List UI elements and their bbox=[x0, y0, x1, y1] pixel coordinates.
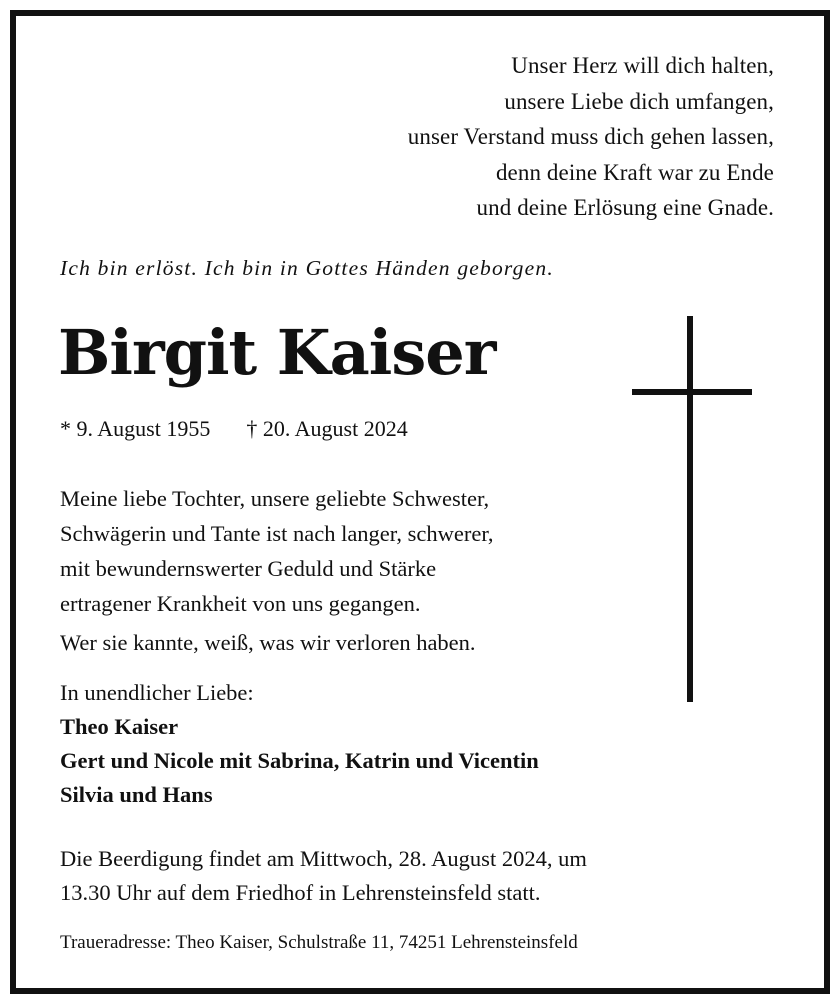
mourners bbox=[60, 676, 539, 812]
motto: Ich bin erlöst. Ich bin in Gottes Händen geborgen. bbox=[60, 256, 554, 280]
funeral-info bbox=[60, 842, 587, 910]
announcement-closing: Wer sie kannte, weiß, was wir verloren haben. bbox=[60, 630, 476, 655]
announcement-line: Schwägerin und Tante ist nach langer, schwerer, bbox=[60, 521, 494, 546]
announcement-line: Meine liebe Tochter, unsere geliebte Schwester, bbox=[60, 486, 490, 511]
funeral-line: 13.30 Uhr auf dem Friedhof in Lehrensteinsfeld statt. bbox=[60, 880, 541, 905]
birth-date: * 9. August 1955 bbox=[60, 416, 211, 441]
life-dates bbox=[60, 416, 408, 442]
announcement bbox=[60, 481, 494, 660]
poem bbox=[408, 48, 774, 226]
cross-icon bbox=[632, 316, 752, 702]
deceased-name: Birgit Kaiser bbox=[58, 316, 496, 389]
poem-line: denn deine Kraft war zu Ende bbox=[495, 159, 774, 185]
mourner-name: Silvia und Hans bbox=[60, 782, 213, 807]
death-date: † 20. August 2024 bbox=[246, 416, 408, 441]
mourner-name: Theo Kaiser bbox=[60, 714, 179, 739]
announcement-line: mit bewundernswerter Geduld und Stärke bbox=[60, 556, 437, 581]
mourning-address: Traueradresse: Theo Kaiser, Schulstraße 11, 74251 Lehrensteinsfeld bbox=[60, 932, 578, 953]
mourners-intro: In unendlicher Liebe: bbox=[60, 680, 254, 705]
poem-line: unsere Liebe dich umfangen, bbox=[504, 88, 774, 114]
poem-line: unser Verstand muss dich gehen lassen, bbox=[407, 124, 774, 149]
cross-vertical-bar bbox=[687, 316, 693, 702]
mourner-name: Gert und Nicole mit Sabrina, Katrin und Vicentin bbox=[60, 748, 539, 773]
announcement-line: ertragener Krankheit von uns gegangen. bbox=[60, 591, 421, 616]
poem-line: Unser Herz will dich halten, bbox=[511, 53, 774, 78]
cross-horizontal-bar bbox=[632, 389, 752, 395]
funeral-line: Die Beerdigung findet am Mittwoch, 28. August 2024, um bbox=[60, 846, 587, 871]
poem-line: und deine Erlösung eine Gnade. bbox=[476, 195, 774, 220]
